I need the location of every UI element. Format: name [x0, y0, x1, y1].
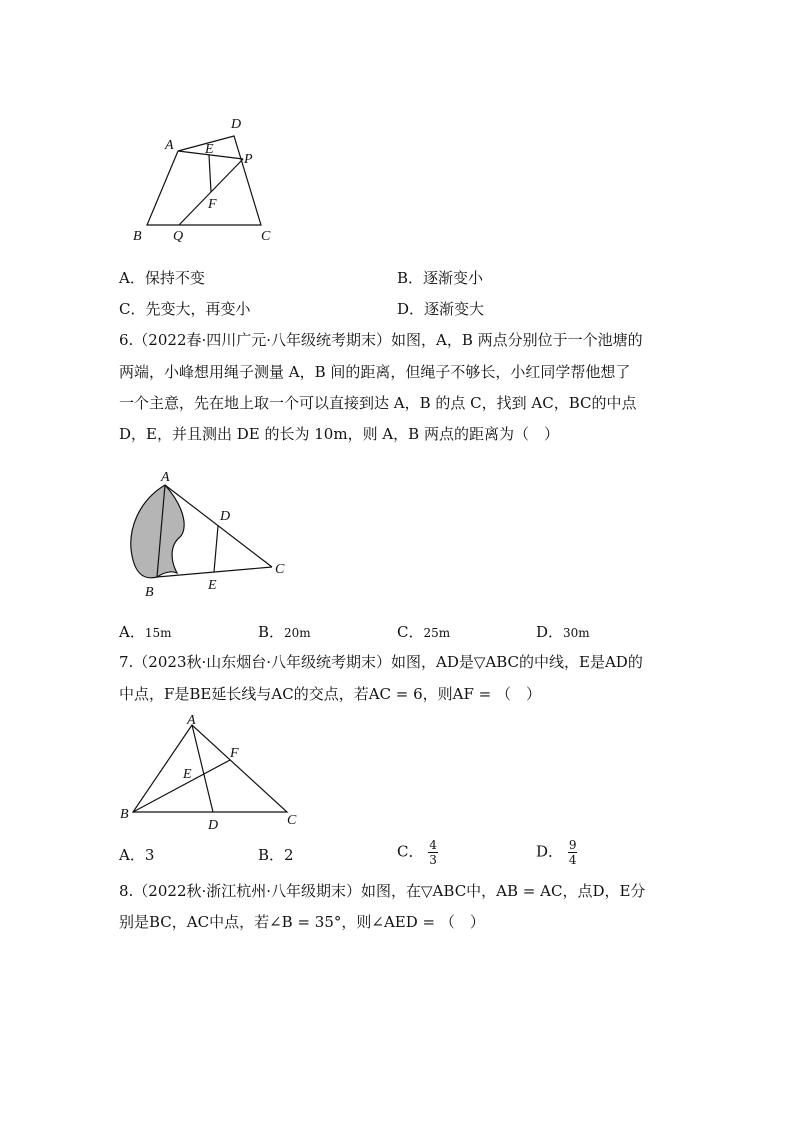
q7-option-b[interactable]: B．2	[258, 846, 294, 864]
q6-line-2: 两端，小峰想用绳子测量 A，B 间的距离，但绳子不够长，小红同学帮他想了	[119, 363, 631, 381]
label-A: A	[187, 713, 196, 728]
label-C: C	[287, 813, 297, 828]
q6-line-4: D，E，并且测出 DE 的长为 10m，则 A，B 两点的距离为（ ）	[119, 425, 559, 443]
label-Q: Q	[173, 229, 184, 244]
label-C: C	[261, 229, 271, 244]
label-P: P	[244, 152, 253, 167]
q5-option-b[interactable]: B．逐渐变小	[397, 269, 484, 287]
q6-option-a[interactable]: A．15m	[119, 623, 172, 641]
label-F: F	[208, 197, 217, 212]
label-E: E	[183, 767, 192, 782]
q6-line-1: 6.（2022春·四川广元·八年级统考期末）如图，A，B 两点分别位于一个池塘的	[119, 331, 643, 349]
q6-option-c[interactable]: C．25m	[397, 623, 451, 641]
q7-option-c[interactable]: C． $\frac{4}{3}$	[397, 838, 437, 867]
label-D: D	[220, 509, 231, 524]
q5-option-d[interactable]: D．逐渐变大	[397, 300, 485, 318]
label-E: E	[208, 578, 217, 593]
q6-option-b[interactable]: B．20m	[258, 623, 311, 641]
q7-line-1: 7.（2023秋·山东烟台·八年级统考期末）如图，AD是▽ABC的中线，E是AD的	[119, 653, 643, 671]
label-D: D	[231, 117, 242, 132]
figure-q7	[115, 710, 310, 835]
label-A: A	[161, 470, 170, 485]
q7-option-a[interactable]: A．3	[119, 846, 155, 864]
label-B: B	[120, 807, 129, 822]
figure-q6	[125, 465, 295, 605]
q8-line-2: 别是BC，AC中点，若∠B = 35°，则∠AED = （ ）	[119, 913, 485, 931]
label-D: D	[208, 818, 219, 833]
q6-option-d[interactable]: D．30m	[536, 623, 590, 641]
q8-line-1: 8.（2022秋·浙江杭州·八年级期末）如图，在▽ABC中，AB = AC，点D，E分	[119, 882, 646, 900]
label-E: E	[205, 142, 214, 157]
q5-option-a[interactable]: A．保持不变	[119, 269, 205, 287]
fraction: $\frac{4}{3}$	[429, 838, 437, 867]
q7-option-d[interactable]: D． $\frac{9}{4}$	[536, 838, 577, 867]
q6-line-3: 一个主意，先在地上取一个可以直接到达 A，B 的点 C，找到 AC，BC的中点	[119, 394, 637, 412]
figure-q5	[130, 112, 290, 247]
label-B: B	[133, 229, 142, 244]
q5-option-c[interactable]: C．先变大，再变小	[119, 300, 251, 318]
label-F: F	[230, 746, 239, 761]
label-C: C	[275, 562, 285, 577]
label-B: B	[145, 585, 154, 600]
fraction: $\frac{9}{4}$	[568, 838, 577, 867]
q7-line-2: 中点，F是BE延长线与AC的交点，若AC = 6，则AF = （ ）	[119, 685, 541, 703]
label-A: A	[165, 138, 174, 153]
